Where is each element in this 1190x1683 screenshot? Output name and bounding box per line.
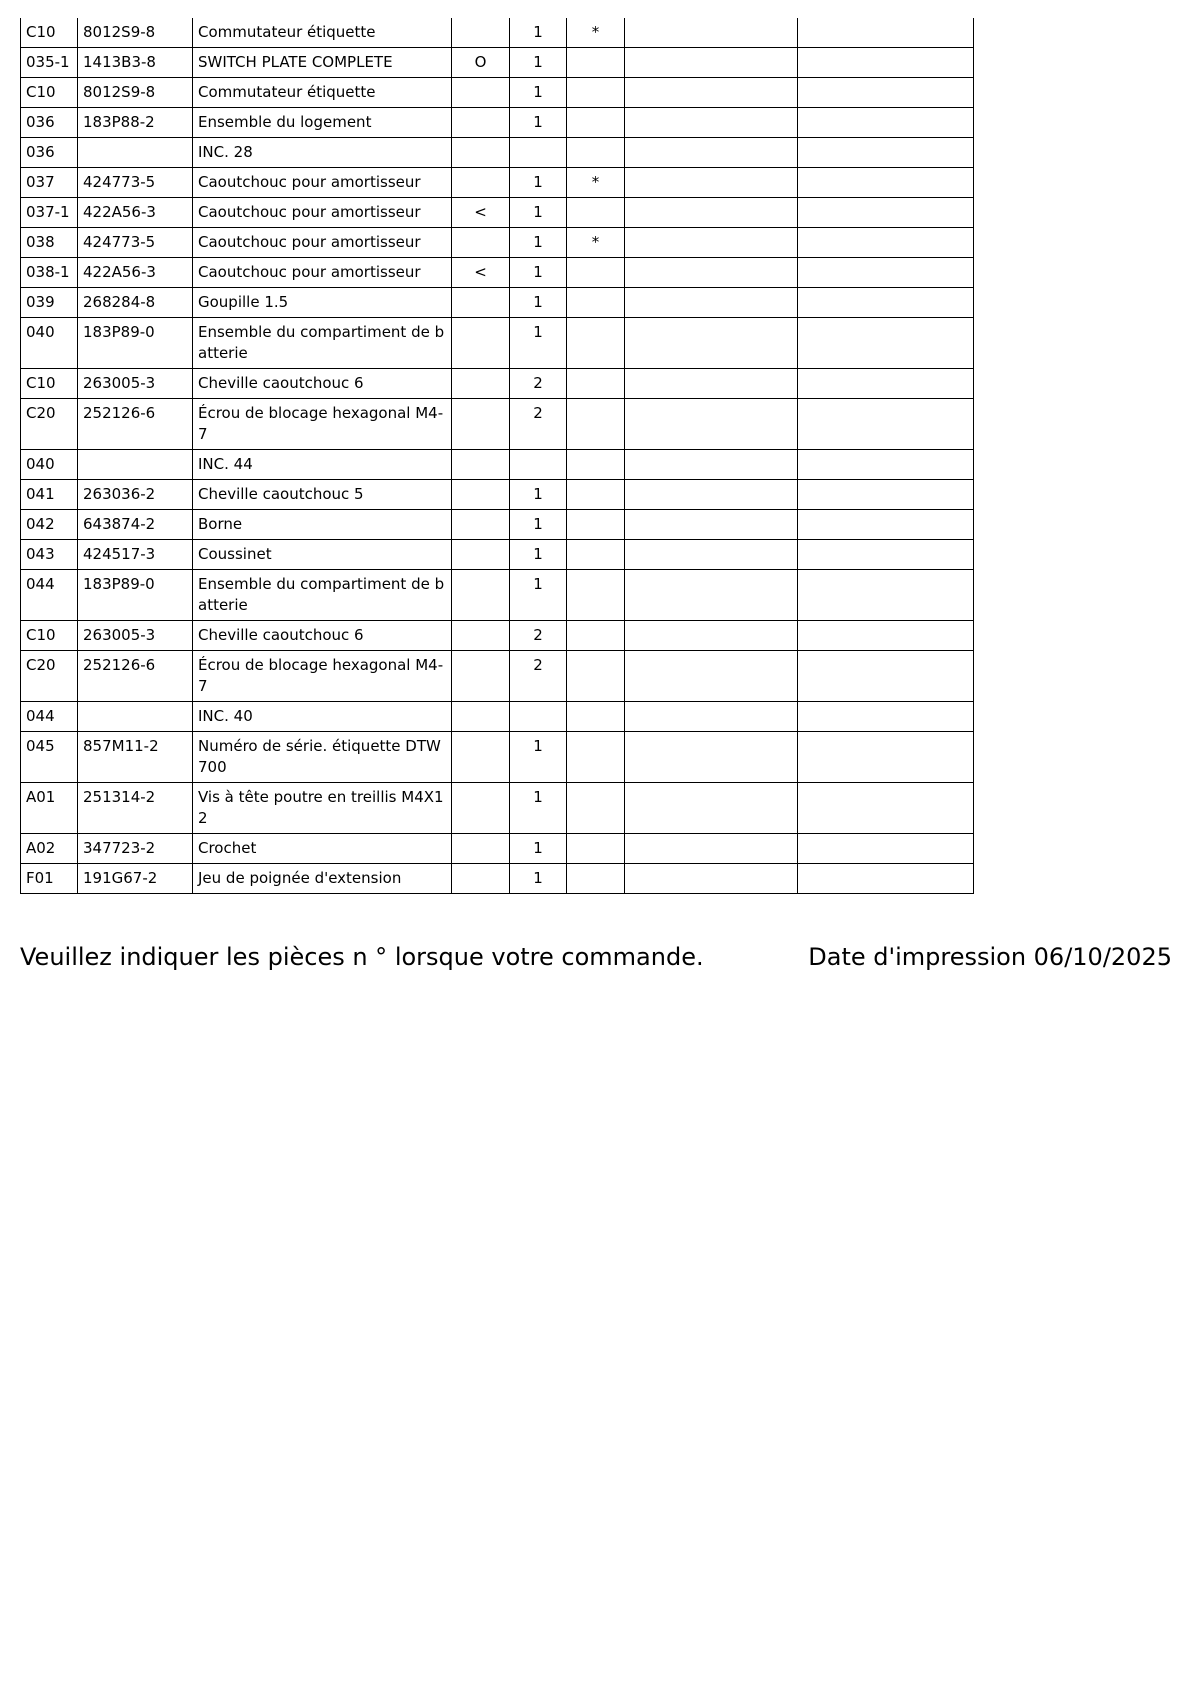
extra-cell-1 bbox=[625, 258, 798, 288]
order-note: Veuillez indiquer les pièces n ° lorsque votre commande. bbox=[20, 943, 704, 971]
item-number-cell: C10 bbox=[21, 18, 78, 48]
item-number-cell: 042 bbox=[21, 510, 78, 540]
part-number-cell: 263005-3 bbox=[78, 621, 193, 651]
table-row bbox=[21, 108, 974, 138]
flag-cell: < bbox=[452, 258, 510, 288]
flag-cell bbox=[452, 399, 510, 450]
quantity-cell: 1 bbox=[510, 78, 567, 108]
table-row bbox=[21, 540, 974, 570]
quantity-cell: 2 bbox=[510, 621, 567, 651]
extra-cell-2 bbox=[798, 450, 974, 480]
part-number-cell: 424773-5 bbox=[78, 168, 193, 198]
extra-cell-2 bbox=[798, 651, 974, 702]
extra-cell-2 bbox=[798, 399, 974, 450]
extra-cell-2 bbox=[798, 198, 974, 228]
table-row bbox=[21, 510, 974, 540]
quantity-cell: 1 bbox=[510, 48, 567, 78]
part-number-cell: 183P89-0 bbox=[78, 318, 193, 369]
item-number-cell: 038 bbox=[21, 228, 78, 258]
flag-cell bbox=[452, 651, 510, 702]
part-number-cell: 252126-6 bbox=[78, 651, 193, 702]
extra-cell-1 bbox=[625, 168, 798, 198]
flag-cell bbox=[452, 864, 510, 894]
parts-table-body bbox=[21, 18, 974, 894]
extra-cell-2 bbox=[798, 702, 974, 732]
extra-cell-2 bbox=[798, 108, 974, 138]
description-cell: Caoutchouc pour amortisseur bbox=[193, 258, 452, 288]
item-number-cell: 043 bbox=[21, 540, 78, 570]
description-cell: Caoutchouc pour amortisseur bbox=[193, 168, 452, 198]
description-cell: Crochet bbox=[193, 834, 452, 864]
table-row bbox=[21, 732, 974, 783]
part-number-cell: 191G67-2 bbox=[78, 864, 193, 894]
extra-cell-1 bbox=[625, 450, 798, 480]
quantity-cell: 1 bbox=[510, 108, 567, 138]
description-cell: Caoutchouc pour amortisseur bbox=[193, 198, 452, 228]
description-cell: SWITCH PLATE COMPLETE bbox=[193, 48, 452, 78]
print-date: Date d'impression 06/10/2025 bbox=[808, 943, 1172, 971]
item-number-cell: 035-1 bbox=[21, 48, 78, 78]
item-number-cell: 036 bbox=[21, 108, 78, 138]
item-number-cell: 039 bbox=[21, 288, 78, 318]
table-row bbox=[21, 399, 974, 450]
quantity-cell: 1 bbox=[510, 783, 567, 834]
part-number-cell: 263036-2 bbox=[78, 480, 193, 510]
item-number-cell: C10 bbox=[21, 78, 78, 108]
quantity-cell: 1 bbox=[510, 834, 567, 864]
extra-cell-1 bbox=[625, 702, 798, 732]
note-cell bbox=[567, 288, 625, 318]
item-number-cell: 044 bbox=[21, 702, 78, 732]
table-row bbox=[21, 621, 974, 651]
flag-cell bbox=[452, 834, 510, 864]
quantity-cell bbox=[510, 702, 567, 732]
part-number-cell: 252126-6 bbox=[78, 399, 193, 450]
description-cell: Ensemble du logement bbox=[193, 108, 452, 138]
item-number-cell: C10 bbox=[21, 621, 78, 651]
note-cell bbox=[567, 450, 625, 480]
description-cell: Écrou de blocage hexagonal M4-7 bbox=[193, 399, 452, 450]
note-cell bbox=[567, 198, 625, 228]
table-row bbox=[21, 78, 974, 108]
description-cell: Caoutchouc pour amortisseur bbox=[193, 228, 452, 258]
note-cell bbox=[567, 369, 625, 399]
flag-cell bbox=[452, 540, 510, 570]
quantity-cell: 1 bbox=[510, 540, 567, 570]
item-number-cell: 040 bbox=[21, 318, 78, 369]
note-cell bbox=[567, 318, 625, 369]
note-cell bbox=[567, 138, 625, 168]
quantity-cell: 1 bbox=[510, 288, 567, 318]
table-row bbox=[21, 864, 974, 894]
item-number-cell: C10 bbox=[21, 369, 78, 399]
part-number-cell: 424517-3 bbox=[78, 540, 193, 570]
quantity-cell: 1 bbox=[510, 18, 567, 48]
note-cell: * bbox=[567, 228, 625, 258]
part-number-cell: 347723-2 bbox=[78, 834, 193, 864]
extra-cell-2 bbox=[798, 318, 974, 369]
table-row bbox=[21, 834, 974, 864]
flag-cell bbox=[452, 138, 510, 168]
description-cell: Numéro de série. étiquette DTW 700 bbox=[193, 732, 452, 783]
table-row bbox=[21, 702, 974, 732]
extra-cell-1 bbox=[625, 318, 798, 369]
table-row bbox=[21, 783, 974, 834]
quantity-cell bbox=[510, 450, 567, 480]
table-row bbox=[21, 258, 974, 288]
extra-cell-2 bbox=[798, 78, 974, 108]
extra-cell-1 bbox=[625, 510, 798, 540]
note-cell bbox=[567, 399, 625, 450]
note-cell: * bbox=[567, 18, 625, 48]
extra-cell-1 bbox=[625, 783, 798, 834]
extra-cell-2 bbox=[798, 228, 974, 258]
quantity-cell: 1 bbox=[510, 864, 567, 894]
extra-cell-1 bbox=[625, 480, 798, 510]
item-number-cell: 037-1 bbox=[21, 198, 78, 228]
quantity-cell: 1 bbox=[510, 480, 567, 510]
note-cell: * bbox=[567, 168, 625, 198]
note-cell bbox=[567, 864, 625, 894]
item-number-cell: 036 bbox=[21, 138, 78, 168]
flag-cell bbox=[452, 702, 510, 732]
quantity-cell: 1 bbox=[510, 258, 567, 288]
table-row bbox=[21, 48, 974, 78]
flag-cell bbox=[452, 369, 510, 399]
extra-cell-2 bbox=[798, 258, 974, 288]
description-cell: Coussinet bbox=[193, 540, 452, 570]
table-row bbox=[21, 318, 974, 369]
item-number-cell: F01 bbox=[21, 864, 78, 894]
flag-cell bbox=[452, 318, 510, 369]
extra-cell-2 bbox=[798, 369, 974, 399]
table-row bbox=[21, 570, 974, 621]
part-number-cell: 857M11-2 bbox=[78, 732, 193, 783]
extra-cell-1 bbox=[625, 369, 798, 399]
table-row bbox=[21, 168, 974, 198]
description-cell: Vis à tête poutre en treillis M4X12 bbox=[193, 783, 452, 834]
flag-cell bbox=[452, 18, 510, 48]
quantity-cell: 1 bbox=[510, 318, 567, 369]
note-cell bbox=[567, 702, 625, 732]
description-cell: Commutateur étiquette bbox=[193, 78, 452, 108]
extra-cell-2 bbox=[798, 621, 974, 651]
quantity-cell: 2 bbox=[510, 399, 567, 450]
description-cell: Cheville caoutchouc 6 bbox=[193, 621, 452, 651]
quantity-cell: 1 bbox=[510, 732, 567, 783]
flag-cell bbox=[452, 480, 510, 510]
table-row bbox=[21, 480, 974, 510]
extra-cell-1 bbox=[625, 651, 798, 702]
note-cell bbox=[567, 570, 625, 621]
extra-cell-1 bbox=[625, 78, 798, 108]
part-number-cell: 268284-8 bbox=[78, 288, 193, 318]
flag-cell bbox=[452, 288, 510, 318]
flag-cell: O bbox=[452, 48, 510, 78]
quantity-cell: 1 bbox=[510, 510, 567, 540]
table-row bbox=[21, 450, 974, 480]
note-cell bbox=[567, 732, 625, 783]
description-cell: INC. 28 bbox=[193, 138, 452, 168]
description-cell: Commutateur étiquette bbox=[193, 18, 452, 48]
table-row bbox=[21, 651, 974, 702]
part-number-cell: 251314-2 bbox=[78, 783, 193, 834]
description-cell: Borne bbox=[193, 510, 452, 540]
quantity-cell: 1 bbox=[510, 198, 567, 228]
extra-cell-2 bbox=[798, 834, 974, 864]
flag-cell bbox=[452, 168, 510, 198]
description-cell: INC. 40 bbox=[193, 702, 452, 732]
extra-cell-1 bbox=[625, 399, 798, 450]
part-number-cell: 8012S9-8 bbox=[78, 18, 193, 48]
note-cell bbox=[567, 480, 625, 510]
item-number-cell: 041 bbox=[21, 480, 78, 510]
extra-cell-2 bbox=[798, 48, 974, 78]
item-number-cell: 037 bbox=[21, 168, 78, 198]
extra-cell-1 bbox=[625, 540, 798, 570]
extra-cell-2 bbox=[798, 138, 974, 168]
flag-cell bbox=[452, 783, 510, 834]
item-number-cell: 045 bbox=[21, 732, 78, 783]
extra-cell-1 bbox=[625, 864, 798, 894]
flag-cell bbox=[452, 570, 510, 621]
extra-cell-1 bbox=[625, 834, 798, 864]
part-number-cell bbox=[78, 450, 193, 480]
item-number-cell: 040 bbox=[21, 450, 78, 480]
table-row bbox=[21, 18, 974, 48]
extra-cell-2 bbox=[798, 783, 974, 834]
part-number-cell: 8012S9-8 bbox=[78, 78, 193, 108]
flag-cell bbox=[452, 228, 510, 258]
part-number-cell: 1413B3-8 bbox=[78, 48, 193, 78]
extra-cell-1 bbox=[625, 108, 798, 138]
note-cell bbox=[567, 510, 625, 540]
flag-cell: < bbox=[452, 198, 510, 228]
parts-table bbox=[20, 18, 974, 894]
note-cell bbox=[567, 783, 625, 834]
flag-cell bbox=[452, 108, 510, 138]
flag-cell bbox=[452, 78, 510, 108]
note-cell bbox=[567, 258, 625, 288]
quantity-cell bbox=[510, 138, 567, 168]
item-number-cell: 038-1 bbox=[21, 258, 78, 288]
description-cell: Jeu de poignée d'extension bbox=[193, 864, 452, 894]
extra-cell-2 bbox=[798, 510, 974, 540]
description-cell: Écrou de blocage hexagonal M4-7 bbox=[193, 651, 452, 702]
description-cell: Ensemble du compartiment de batterie bbox=[193, 570, 452, 621]
extra-cell-1 bbox=[625, 621, 798, 651]
item-number-cell: C20 bbox=[21, 399, 78, 450]
extra-cell-1 bbox=[625, 48, 798, 78]
description-cell: Ensemble du compartiment de batterie bbox=[193, 318, 452, 369]
extra-cell-2 bbox=[798, 168, 974, 198]
table-row bbox=[21, 138, 974, 168]
item-number-cell: A02 bbox=[21, 834, 78, 864]
part-number-cell: 643874-2 bbox=[78, 510, 193, 540]
table-row bbox=[21, 369, 974, 399]
part-number-cell: 263005-3 bbox=[78, 369, 193, 399]
table-row bbox=[21, 288, 974, 318]
description-cell: Cheville caoutchouc 6 bbox=[193, 369, 452, 399]
quantity-cell: 1 bbox=[510, 228, 567, 258]
note-cell bbox=[567, 540, 625, 570]
quantity-cell: 2 bbox=[510, 369, 567, 399]
part-number-cell: 422A56-3 bbox=[78, 198, 193, 228]
note-cell bbox=[567, 651, 625, 702]
extra-cell-1 bbox=[625, 570, 798, 621]
extra-cell-2 bbox=[798, 732, 974, 783]
extra-cell-1 bbox=[625, 198, 798, 228]
extra-cell-2 bbox=[798, 570, 974, 621]
part-number-cell bbox=[78, 138, 193, 168]
extra-cell-2 bbox=[798, 864, 974, 894]
note-cell bbox=[567, 834, 625, 864]
extra-cell-1 bbox=[625, 18, 798, 48]
quantity-cell: 2 bbox=[510, 651, 567, 702]
table-row bbox=[21, 198, 974, 228]
item-number-cell: C20 bbox=[21, 651, 78, 702]
description-cell: INC. 44 bbox=[193, 450, 452, 480]
item-number-cell: 044 bbox=[21, 570, 78, 621]
extra-cell-1 bbox=[625, 288, 798, 318]
extra-cell-1 bbox=[625, 228, 798, 258]
note-cell bbox=[567, 48, 625, 78]
extra-cell-1 bbox=[625, 138, 798, 168]
extra-cell-2 bbox=[798, 288, 974, 318]
flag-cell bbox=[452, 510, 510, 540]
part-number-cell bbox=[78, 702, 193, 732]
part-number-cell: 422A56-3 bbox=[78, 258, 193, 288]
extra-cell-1 bbox=[625, 732, 798, 783]
description-cell: Goupille 1.5 bbox=[193, 288, 452, 318]
note-cell bbox=[567, 78, 625, 108]
quantity-cell: 1 bbox=[510, 570, 567, 621]
item-number-cell: A01 bbox=[21, 783, 78, 834]
part-number-cell: 183P89-0 bbox=[78, 570, 193, 621]
extra-cell-2 bbox=[798, 18, 974, 48]
description-cell: Cheville caoutchouc 5 bbox=[193, 480, 452, 510]
extra-cell-2 bbox=[798, 540, 974, 570]
note-cell bbox=[567, 108, 625, 138]
flag-cell bbox=[452, 450, 510, 480]
quantity-cell: 1 bbox=[510, 168, 567, 198]
flag-cell bbox=[452, 732, 510, 783]
table-row bbox=[21, 228, 974, 258]
flag-cell bbox=[452, 621, 510, 651]
part-number-cell: 424773-5 bbox=[78, 228, 193, 258]
extra-cell-2 bbox=[798, 480, 974, 510]
part-number-cell: 183P88-2 bbox=[78, 108, 193, 138]
note-cell bbox=[567, 621, 625, 651]
